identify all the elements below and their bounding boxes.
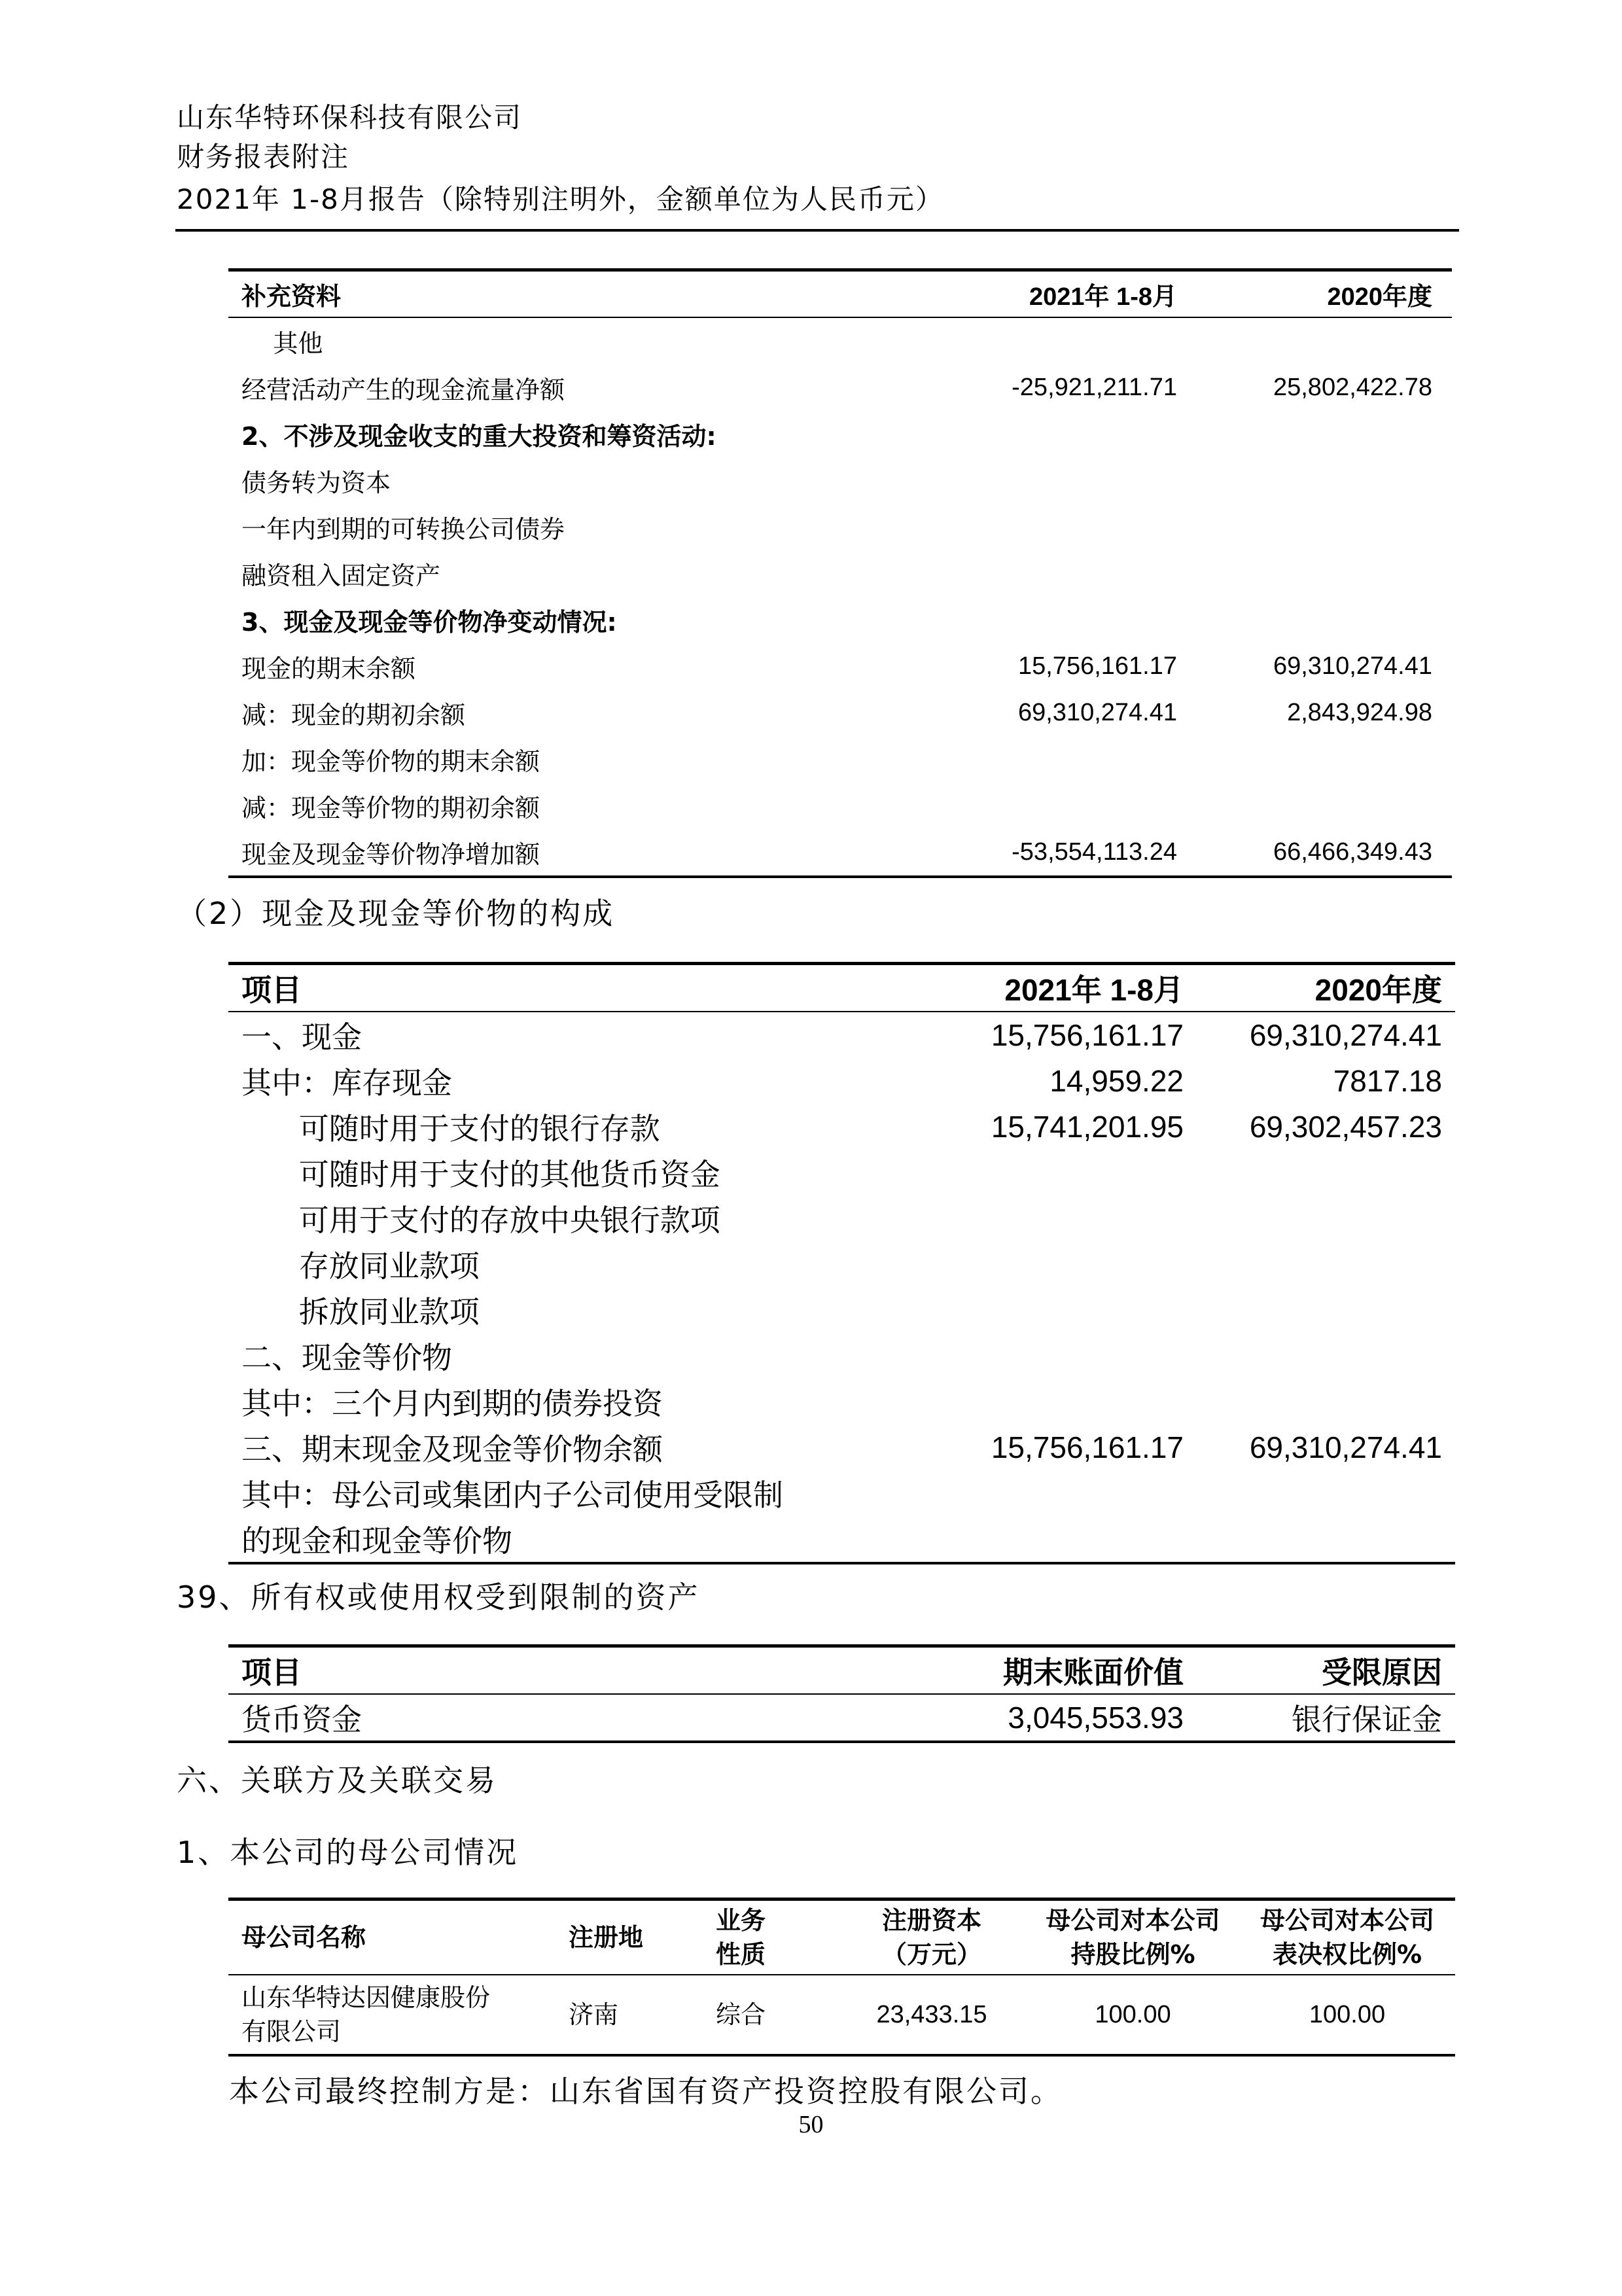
value-cell: 69,310,274.41 [1273, 652, 1432, 680]
parent-company-table [228, 1898, 1455, 2057]
header-registered-place: 注册地 [555, 1899, 703, 1975]
doc-title: 财务报表附注 [177, 141, 350, 173]
row-label: 其中：三个月内到期的债券投资 [241, 1386, 663, 1421]
value-cell: 14,959.22 [1049, 1064, 1184, 1098]
parent-name-line1: 山东华特达因健康股份 [241, 1983, 491, 2012]
table-header-row [228, 270, 1452, 318]
value-cell [922, 411, 1197, 457]
section-6-title: 六、关联方及关联交易 [177, 1763, 497, 1798]
table-row [228, 457, 1452, 504]
table-row [228, 411, 1452, 457]
value-cell [1197, 1379, 1455, 1424]
value-cell [922, 1379, 1197, 1424]
row-label: 减：现金的期初余额 [241, 701, 466, 730]
header-item: 补充资料 [228, 270, 922, 318]
row-label: 减：现金等价物的期初余额 [241, 794, 540, 822]
row-label: 一年内到期的可转换公司债券 [241, 515, 565, 544]
row-label: 其中：母公司或集团内子公司使用受限制 [241, 1477, 783, 1513]
header-business-nature-line2: 性质 [716, 1940, 766, 1969]
value-cell: 69,310,274.41 [1017, 699, 1177, 726]
value-cell [922, 1195, 1197, 1241]
row-label: 经营活动产生的现金流量净额 [241, 376, 565, 404]
value-cell: -25,921,211.71 [1012, 374, 1177, 401]
row-label: 存放同业款项 [241, 1248, 480, 1284]
value-cell [922, 1470, 1197, 1516]
parent-name-cell [228, 1975, 555, 2055]
value-cell: 69,310,274.41 [1249, 1018, 1442, 1052]
table-header-row [228, 1899, 1455, 1975]
parent-name-line2: 有限公司 [241, 2017, 342, 2046]
table-row [228, 783, 1452, 829]
row-label: 可用于支付的存放中央银行款项 [241, 1203, 720, 1238]
value-cell: 25,802,422.78 [1273, 374, 1432, 401]
value-cell: -53,554,113.24 [922, 829, 1197, 877]
header-shareholding-ratio [1027, 1899, 1239, 1975]
page-number: 50 [798, 2111, 824, 2138]
table-row [228, 1379, 1455, 1424]
value-cell: 15,756,161.17 [991, 1018, 1184, 1052]
table-row [228, 1195, 1455, 1241]
value-cell [1197, 1287, 1455, 1333]
header-period-2020: 2020年度 [1197, 964, 1455, 1012]
value-cell [922, 550, 1197, 597]
shareholding-ratio-cell: 100.00 [1027, 1975, 1239, 2055]
table-row [228, 829, 1452, 877]
value-cell [1197, 1333, 1455, 1379]
row-label: 2、不涉及现金收支的重大投资和筹资活动: [241, 422, 716, 451]
table-row [228, 1424, 1455, 1470]
table-row [228, 1694, 1455, 1742]
value-cell: 15,756,161.17 [991, 1430, 1184, 1464]
value-cell [922, 1241, 1197, 1287]
row-label: 现金及现金等价物净增加额 [228, 829, 922, 877]
value-cell [1197, 457, 1452, 504]
value-cell: 69,310,274.41 [1249, 1430, 1442, 1464]
value-cell: 2,843,924.98 [1287, 699, 1432, 726]
header-shareholding-ratio-line1: 母公司对本公司 [1046, 1906, 1220, 1935]
header-voting-ratio-line2: 表决权比例% [1272, 1940, 1422, 1969]
restricted-assets-table [228, 1644, 1455, 1743]
row-label: 二、现金等价物 [241, 1340, 452, 1375]
header-parent-name: 母公司名称 [228, 1899, 555, 1975]
header-registered-capital-line1: 注册资本 [881, 1906, 981, 1935]
section-39-title: 39、所有权或使用权受到限制的资产 [177, 1580, 700, 1615]
row-label: 债务转为资本 [241, 468, 391, 497]
table-header-row [228, 964, 1455, 1012]
value-cell [922, 1287, 1197, 1333]
value-cell: 7817.18 [1333, 1064, 1442, 1098]
value-cell [922, 457, 1197, 504]
business-nature-cell: 综合 [703, 1975, 837, 2055]
value-cell: 银行保证金 [1197, 1694, 1455, 1742]
value-cell [922, 783, 1197, 829]
value-cell [1197, 1470, 1455, 1516]
row-label: 可随时用于支付的其他货币资金 [241, 1157, 720, 1192]
table-row [228, 1516, 1455, 1563]
value-cell [1197, 597, 1452, 643]
value-cell [1197, 1195, 1455, 1241]
table-row [228, 504, 1452, 550]
value-cell: 3,045,553.93 [922, 1694, 1197, 1742]
value-cell: 15,756,161.17 [1017, 652, 1177, 680]
table-row [228, 1975, 1455, 2055]
value-cell [922, 1516, 1197, 1563]
value-cell [1197, 411, 1452, 457]
row-label: 3、现金及现金等价物净变动情况: [241, 608, 617, 637]
value-cell [1197, 317, 1452, 364]
row-label: 其中：库存现金 [241, 1065, 452, 1101]
header-business-nature-line1: 业务 [716, 1906, 766, 1935]
value-cell [1197, 783, 1452, 829]
ultimate-controller-note: 本公司最终控制方是：山东省国有资产投资控股有限公司。 [229, 2074, 1063, 2109]
header-voting-ratio-line1: 母公司对本公司 [1260, 1906, 1434, 1935]
value-cell: 15,741,201.95 [991, 1110, 1184, 1144]
registered-place-cell: 济南 [555, 1975, 703, 2055]
table-row [228, 1287, 1455, 1333]
table-row [228, 1150, 1455, 1195]
value-cell [922, 1333, 1197, 1379]
company-name: 山东华特环保科技有限公司 [177, 101, 523, 133]
header-registered-capital [837, 1899, 1027, 1975]
value-cell [922, 317, 1197, 364]
table-row [228, 364, 1452, 411]
table-row [228, 643, 1452, 690]
table-row [228, 1012, 1455, 1058]
value-cell [1197, 736, 1452, 783]
period-note: 2021年 1-8月报告（除特别注明外，金额单位为人民币元） [177, 183, 944, 215]
table-row [228, 690, 1452, 736]
value-cell [922, 504, 1197, 550]
cash-composition-table [228, 962, 1455, 1564]
table-row [228, 597, 1452, 643]
row-label: 的现金和现金等价物 [228, 1516, 922, 1563]
row-label: 货币资金 [228, 1694, 922, 1742]
value-cell [922, 1150, 1197, 1195]
table-header-row [228, 1646, 1455, 1695]
header-restriction-reason: 受限原因 [1197, 1646, 1455, 1695]
header-period-2021: 2021年 1-8月 [922, 270, 1197, 318]
value-cell [922, 597, 1197, 643]
value-cell [1197, 550, 1452, 597]
voting-ratio-cell: 100.00 [1239, 1975, 1455, 2055]
header-period-2021: 2021年 1-8月 [922, 964, 1197, 1012]
header-item: 项目 [228, 964, 922, 1012]
table-row [228, 736, 1452, 783]
header-registered-capital-line2: （万元） [881, 1940, 981, 1969]
header-rule [175, 229, 1459, 232]
value-cell [1197, 1150, 1455, 1195]
section-2-title: （2）现金及现金等价物的构成 [177, 896, 615, 931]
value-cell [1197, 1516, 1455, 1563]
section-6-1-title: 1、本公司的母公司情况 [177, 1835, 519, 1870]
row-label: 拆放同业款项 [241, 1294, 480, 1330]
table-row [228, 317, 1452, 364]
table-row [228, 1241, 1455, 1287]
table-row [228, 1104, 1455, 1150]
table-row [228, 1470, 1455, 1516]
header-voting-ratio [1239, 1899, 1455, 1975]
header-business-nature [703, 1899, 837, 1975]
row-label: 融资租入固定资产 [241, 561, 441, 590]
value-cell [922, 736, 1197, 783]
row-label: 其他 [241, 329, 323, 358]
header-shareholding-ratio-line2: 持股比例% [1070, 1940, 1195, 1969]
supplement-table [228, 268, 1452, 878]
row-label: 可随时用于支付的银行存款 [241, 1111, 660, 1146]
row-label: 现金的期末余额 [241, 654, 416, 683]
header-book-value: 期末账面价值 [922, 1646, 1197, 1695]
registered-capital-cell: 23,433.15 [837, 1975, 1027, 2055]
value-cell [1197, 504, 1452, 550]
header-item: 项目 [228, 1646, 922, 1695]
row-label: 一、现金 [241, 1019, 362, 1055]
table-row [228, 550, 1452, 597]
table-row [228, 1058, 1455, 1104]
value-cell [1197, 1241, 1455, 1287]
value-cell: 69,302,457.23 [1249, 1110, 1442, 1144]
row-label: 加：现金等价物的期末余额 [241, 747, 540, 776]
table-row [228, 1333, 1455, 1379]
header-period-2020: 2020年度 [1197, 270, 1452, 318]
row-label: 三、期末现金及现金等价物余额 [241, 1432, 663, 1467]
value-cell: 66,466,349.43 [1197, 829, 1452, 877]
